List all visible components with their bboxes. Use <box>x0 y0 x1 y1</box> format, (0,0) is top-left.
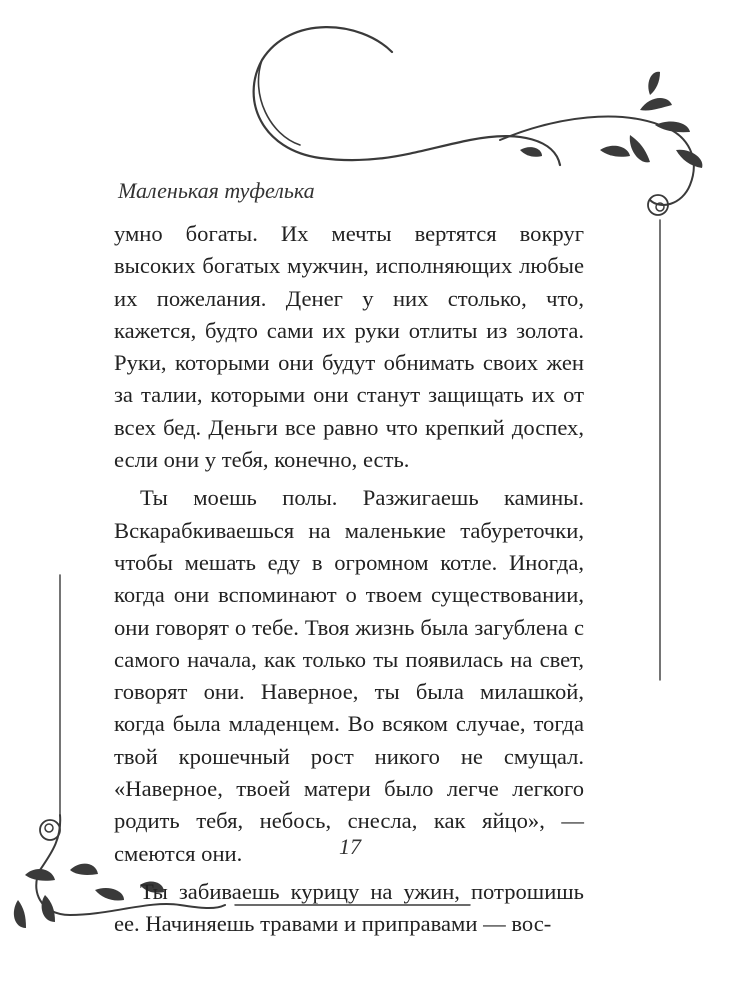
right-leaf-5 <box>600 146 630 157</box>
right-leaf-1 <box>640 98 672 111</box>
bottom-leaf-3 <box>42 895 55 922</box>
left-spiral-inner <box>45 824 53 832</box>
paragraph-1: умно богаты. Их мечты вертятся вокруг высоких богатых мужчин, исполняющих любые их пожелания. Денег у них столько, что, кажется, будто сами их руки отлиты из золота. Руки, которыми они будут обнимать своих жен за талии, которыми они станут защищать их от всех бед. Деньги все равно что крепкий доспех, если они у тебя, конечно, есть. <box>114 221 584 473</box>
right-leaf-2 <box>655 121 690 132</box>
right-leaf-3 <box>630 135 650 162</box>
paragraph-3: Ты забиваешь курицу на ужин, потрошишь ее. Начиняешь травами и приправами — вос- <box>114 878 584 937</box>
right-leaf-7 <box>648 72 660 95</box>
running-title: Маленькая туфелька <box>118 178 315 203</box>
page-number: 17 <box>339 834 361 859</box>
bottom-leaf-6 <box>14 900 26 928</box>
top-swirl-inner-curve <box>258 60 300 145</box>
paragraph-2: Ты моешь полы. Разжигаешь камины. Вскарабкиваешься на маленькие табуреточки, чтобы мешать еду в огромном котле. Иногда, когда они вспоминают о твоем существовании, они говорят о тебе. Твоя жизнь была загублена с самого начала, как только ты появилась на свет, говорят они. Наверное, ты была милашкой, когда была младенцем. Во всяком случае, тогда твой крошечный рост никого не смущал. «Наверное, твоей матери было легче легкого родить тебя, небось, снесла, как яйцо», — смеются они. <box>114 485 584 866</box>
bottom-leaf-2 <box>70 864 98 875</box>
right-vine-branch <box>500 117 694 205</box>
bottom-leaf-1 <box>25 869 55 881</box>
right-leaf-4 <box>676 150 702 168</box>
right-leaf-6 <box>520 147 542 157</box>
